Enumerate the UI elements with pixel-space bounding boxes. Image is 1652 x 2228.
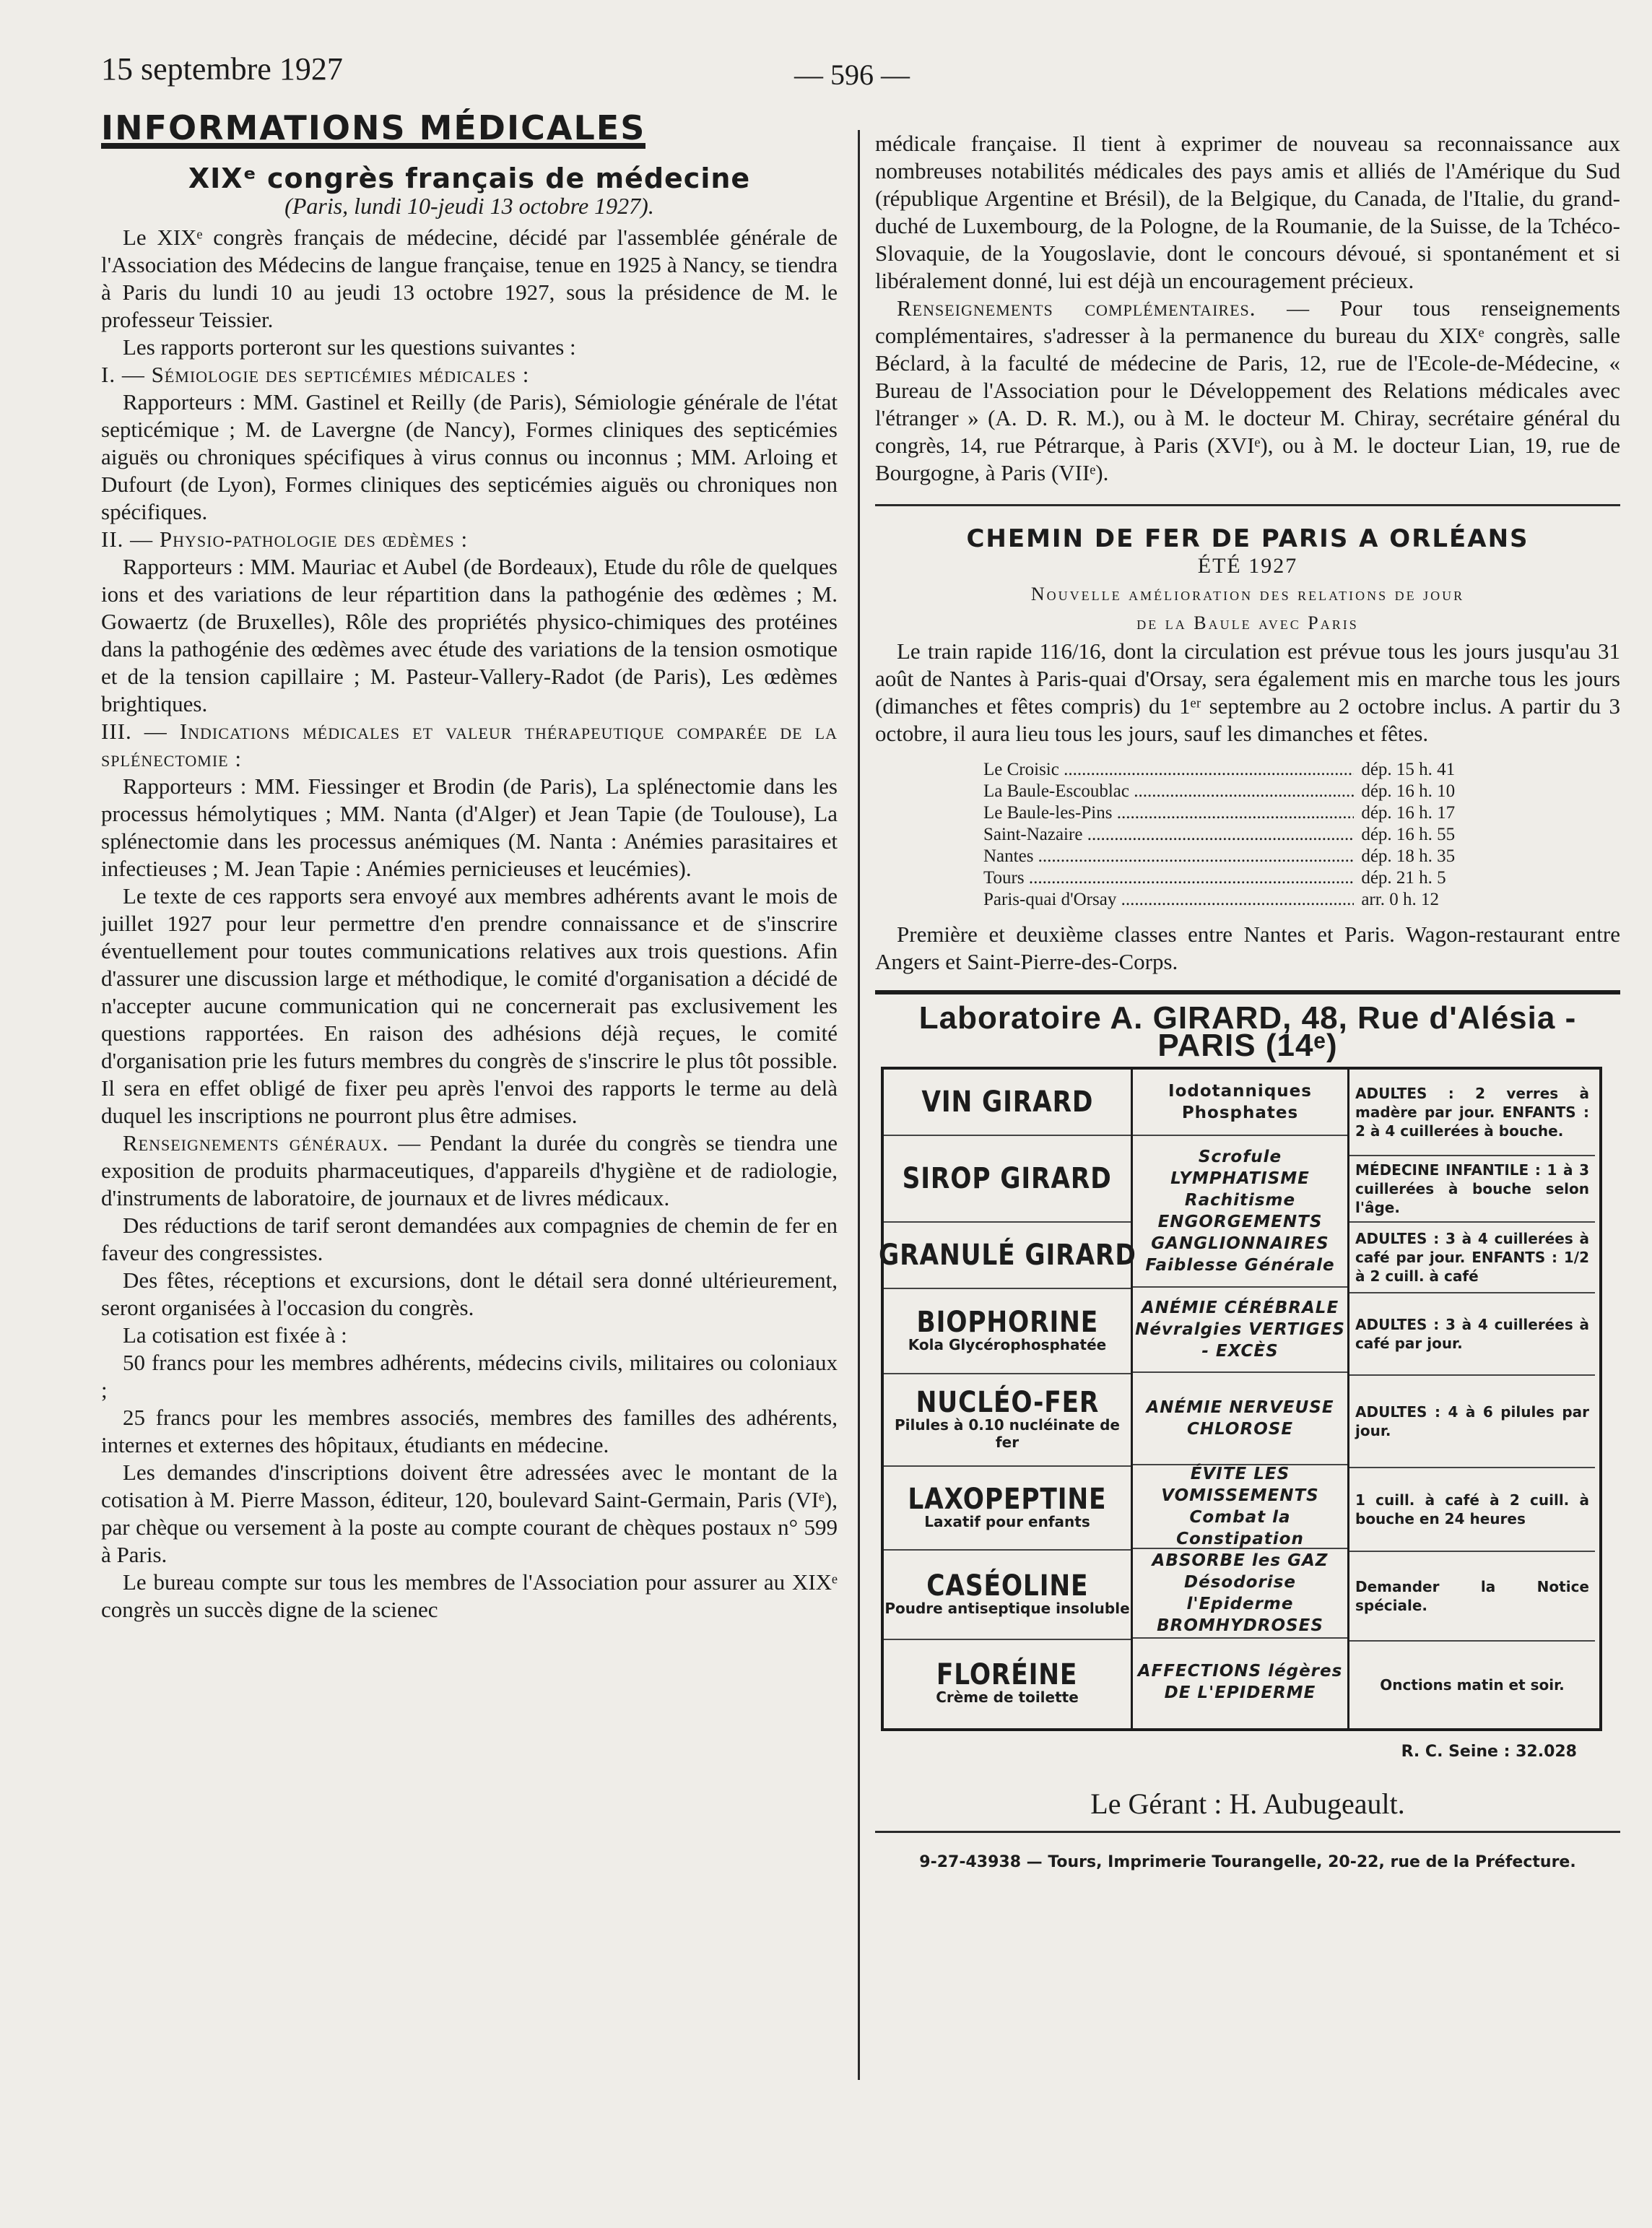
intro-paragraph: Le XIXᵉ congrès français de médecine, décidé par l'assemblée générale de l'Association des Médecins de langue française, tenue en 1925 à Nancy, se tiendra à Paris du lundi 10 au jeudi 13 octobre 1927, sous la présidence de M. le professeur Teissier. xyxy=(101,225,838,332)
indication: ÉVITE LES VOMISSEMENTS Combat la Constipation xyxy=(1133,1465,1347,1549)
dosage-column xyxy=(1349,1070,1595,1728)
station: Saint-Nazaire ..... xyxy=(983,824,1354,846)
congress-title: XIXᵉ congrès français de médecine xyxy=(188,162,751,194)
timetable-row xyxy=(983,846,1547,867)
renseignements-complementaires xyxy=(875,295,1620,487)
product-name: LAXOPEPTINE xyxy=(908,1483,1107,1516)
indication: AFFECTIONS légères DE L'EPIDERME xyxy=(1137,1662,1343,1702)
time: dép. 21 h. 5 xyxy=(1354,867,1547,889)
product-caseoline xyxy=(884,1551,1131,1640)
time: arr. 0 h. 12 xyxy=(1354,889,1547,911)
product-name: CASÉOLINE xyxy=(926,1569,1089,1603)
station: Paris-quai d'Orsay ..... xyxy=(983,889,1354,911)
product-desc: Laxatif pour enfants xyxy=(924,1513,1090,1530)
product-nucleo-fer xyxy=(884,1374,1131,1467)
dosage: Onctions matin et soir. xyxy=(1380,1676,1565,1694)
product-name: NUCLÉO-FER xyxy=(916,1386,1099,1419)
timetable-row xyxy=(983,824,1547,846)
congress-subtitle: (Paris, lundi 10-jeudi 13 octobre 1927). xyxy=(284,193,654,219)
issue-date: 15 septembre 1927 xyxy=(101,51,343,87)
cotisation-paragraph: La cotisation est fixée à : xyxy=(123,1322,347,1348)
rail-title: CHEMIN DE FER DE PARIS A ORLÉANS xyxy=(966,524,1529,553)
time: dép. 16 h. 10 xyxy=(1354,781,1547,802)
question-1-body: Rapporteurs : MM. Gastinel et Reilly (de Paris), Sémiologie générale de l'état septicémique ; M. de Lavergne (de Nancy), Formes cliniques des septicémies aiguës ou chroniques spécifiques à virus connus ou inconnus ; MM. Arloing et Dufourt (de Lyon), Formes cliniques des septicémies aiguës ou chroniques non spécifiques. xyxy=(101,389,838,524)
product-biophorine xyxy=(884,1289,1131,1374)
product-name: VIN GIRARD xyxy=(921,1085,1093,1119)
time: dép. 16 h. 55 xyxy=(1354,824,1547,846)
printer-line: 9-27-43938 — Tours, Imprimerie Tourangelle, 20-22, rue de la Préfecture. xyxy=(919,1853,1576,1871)
timetable-row xyxy=(983,889,1547,911)
bureau-paragraph: Le bureau compte sur tous les membres de l'Association pour assurer au XIXᵉ congrès un succès digne de la scienec xyxy=(101,1569,838,1622)
product-desc: Pilules à 0.10 nucléinate de fer xyxy=(895,1416,1120,1451)
renseignements-generaux xyxy=(101,1130,838,1212)
page-number: — 596 — xyxy=(794,58,910,91)
ad-table xyxy=(878,1067,1602,1731)
product-desc: Crème de toilette xyxy=(936,1689,1079,1706)
station: Le Baule-les-Pins ..... xyxy=(983,802,1354,824)
station: Tours ..... xyxy=(983,867,1354,889)
station: Le Croisic ..... xyxy=(983,759,1354,781)
product-desc: Poudre antiseptique insoluble xyxy=(884,1600,1130,1617)
dosage: 1 cuill. à café à 2 cuill. à bouche en 24 heures xyxy=(1349,1468,1595,1552)
products-column xyxy=(878,1070,1136,1728)
reductions-paragraph: Des réductions de tarif seront demandées aux compagnies de chemin de fer en faveur des congressistes. xyxy=(101,1213,838,1265)
question-1-title: I. — Sémiologie des septicémies médicales : xyxy=(101,362,530,387)
renseignements-comp-label: Renseignements complémentaires. xyxy=(897,295,1256,321)
time: dép. 16 h. 17 xyxy=(1354,802,1547,824)
timetable-row xyxy=(983,802,1547,824)
question-2-body: Rapporteurs : MM. Mauriac et Aubel (de Bordeaux), Etude du rôle de quelques ions et des variations de leur répartition dans la pathogénie des œdèmes ; M. Gowaertz (de Bruxelles), Rôle des propriétés physico-chimiques des protéines dans la pathogénie des œdèmes avec étude des variations de la tension osmotique et de la tension capillaire ; M. Pasteur-Vallery-Radot (de Paris), Les œdèmes brightiques. xyxy=(101,554,838,716)
continuation-paragraph: médicale française. Il tient à exprimer de nouveau sa reconnaissance aux nombreuses notabilités médicales des pays amis et alliés de l'Amérique du Sud (république Argentine et Brésil), de la Belgique, du Canada, de l'Italie, du grand-duché de Luxembourg, de la Pologne, de la Roumanie, de la Suisse, de la Tchéco-Slovaquie, de la Yougoslavie, dont le concours dévoué, si spontanément et si libéralement donné, lui est déjà un encouragement précieux. xyxy=(875,131,1620,293)
tarif-adherents: 50 francs pour les membres adhérents, médecins civils, militaires ou coloniaux ; xyxy=(101,1350,838,1403)
left-column xyxy=(101,108,838,1624)
product-laxopeptine xyxy=(884,1467,1131,1551)
renseignements-comp-text: — Pour tous renseignements complémentaires, s'adresser à la permanence du bureau du XIXᵉ congrès, salle Béclard, à la faculté de médecine de Paris, 12, rue de l'Ecole-de-Médecine, « Bureau de l'Association pour le Développement des Relations médicales avec l'étranger » (A. D. R. M.), ou à M. le docteur M. Chiray, secrétaire général du congrès, 14, rue Pétrarque, à Paris (XVIᵉ), ou à M. le docteur Lian, 19, rue de Bourgogne, à Paris (VIIᵉ). xyxy=(875,295,1620,485)
tarif-associes: 25 francs pour les membres associés, membres des familles des adhérents, internes et externes des hôpitaux, étudiants en médecine. xyxy=(101,1405,838,1457)
question-3-title: III. — Indications médicales et valeur thérapeutique comparée de la splénectomie : xyxy=(101,719,838,771)
question-2-title: II. — Physio-pathologie des œdèmes : xyxy=(101,526,469,552)
indication: Iodotanniques Phosphates xyxy=(1133,1070,1347,1136)
demandes-paragraph: Les demandes d'inscriptions doivent être adressées avec le montant de la cotisation à M. Pierre Masson, éditeur, 120, boulevard Saint-Germain, Paris (VIᵉ), par chèque ou versement à la poste au compte courant de chèques postaux n° 599 à Paris. xyxy=(101,1460,838,1567)
right-column xyxy=(875,130,1620,1876)
dosage: ADULTES : 4 à 6 pilules par jour. xyxy=(1349,1376,1595,1468)
question-3-body: Rapporteurs : MM. Fiessinger et Brodin (de Paris), La splénectomie dans les processus hémolytiques ; MM. Nanta (d'Alger) et Jean Tapie (de Toulouse), La splénectomie dans les processus anémiques (M. Nanta : Anémies parasitaires et infectieuses ; M. Jean Tapie : Anémies pernicieuses et leucémies). xyxy=(101,773,838,881)
indication: Scrofule LYMPHATISME Rachitisme ENGORGEMENTS GANGLIONNAIRES Faiblesse Générale xyxy=(1133,1136,1347,1288)
timetable-row xyxy=(983,759,1547,781)
ad-header: Laboratoire A. GIRARD, 48, Rue d'Alésia - PARIS (14ᵉ) xyxy=(918,1000,1577,1063)
rapports-intro: Les rapports porteront sur les questions suivantes : xyxy=(123,334,576,360)
indication: ANÉMIE CÉRÉBRALE Névralgies VERTIGES - EXCÈS xyxy=(1133,1288,1347,1373)
product-sirop-girard xyxy=(884,1136,1131,1223)
rule xyxy=(875,504,1620,506)
product-floreine xyxy=(884,1640,1131,1727)
dosage: Demander la Notice spéciale. xyxy=(1349,1552,1595,1642)
station: Nantes ..... xyxy=(983,846,1354,867)
rail-text: Le train rapide 116/16, dont la circulation est prévue tous les jours jusqu'au 31 août de Nantes à Paris-quai d'Orsay, sera également mis en marche tous les jours (dimanches et fêtes compris) du 1ᵉʳ septembre au 2 octobre inclus. A partir du 3 octobre, il aura lieu tous les jours, sauf les dimanches et fêtes. xyxy=(875,638,1620,746)
time: dép. 18 h. 35 xyxy=(1354,846,1547,867)
registre-commerce: R. C. Seine : 32.028 xyxy=(1401,1743,1577,1761)
product-name: GRANULÉ GIRARD xyxy=(878,1239,1136,1272)
product-desc: Kola Glycérophosphatée xyxy=(908,1336,1107,1353)
station: La Baule-Escoublac ..... xyxy=(983,781,1354,802)
timetable xyxy=(983,759,1547,911)
timetable-row xyxy=(983,867,1547,889)
product-granule-girard xyxy=(878,1223,1136,1289)
dosage: ADULTES : 3 à 4 cuillerées à café par jour. xyxy=(1349,1293,1595,1376)
dosage: MÉDECINE INFANTILE : 1 à 3 cuillerées à bouche selon l'âge. xyxy=(1349,1156,1595,1223)
product-name: SIROP GIRARD xyxy=(902,1162,1113,1195)
dosage: ADULTES : 3 à 4 cuillerées à café par jour. ENFANTS : 1/2 à 2 cuill. à café xyxy=(1349,1223,1595,1293)
product-vin-girard xyxy=(884,1070,1131,1136)
product-name: BIOPHORINE xyxy=(916,1306,1098,1339)
product-name: FLORÉINE xyxy=(936,1658,1078,1691)
gerant-line: Le Gérant : H. Aubugeault. xyxy=(875,1790,1620,1833)
indication: ABSORBE les GAZ Désodorise l'Epiderme BROMHYDROSES xyxy=(1133,1549,1347,1639)
timetable-row xyxy=(983,781,1547,802)
column-divider xyxy=(858,130,860,2080)
page-header xyxy=(101,51,1551,101)
time: dép. 15 h. 41 xyxy=(1354,759,1547,781)
rail-season: ÉTÉ 1927 xyxy=(1197,554,1298,578)
rail-subtitle-1: Nouvelle amélioration des relations de jour xyxy=(1030,584,1465,604)
indication: ANÉMIE NERVEUSE CHLOROSE xyxy=(1133,1373,1347,1465)
dosage: ADULTES : 2 verres à madère par jour. ENFANTS : 2 à 4 cuillerées à bouche. xyxy=(1349,1070,1595,1156)
renseignements-generaux-text: — Pendant la durée du congrès se tiendra une exposition de produits pharmaceutiques, d'appareils d'hygiène et de radiologie, d'instruments de laboratoire, de journaux et de livres médicaux. xyxy=(101,1130,838,1210)
renseignements-generaux-label: Renseignements généraux. xyxy=(123,1130,389,1156)
rail-footer: Première et deuxième classes entre Nantes et Paris. Wagon-restaurant entre Angers et Saint-Pierre-des-Corps. xyxy=(875,922,1620,974)
section-title: INFORMATIONS MÉDICALES xyxy=(101,108,646,147)
fetes-paragraph: Des fêtes, réceptions et excursions, dont le détail sera donné ultérieurement, seront organisées à l'occasion du congrès. xyxy=(101,1267,838,1320)
rail-subtitle-2: de la Baule avec Paris xyxy=(1136,612,1359,633)
indications-column xyxy=(1133,1070,1349,1728)
girard-advertisement xyxy=(875,990,1620,1766)
texte-paragraph: Le texte de ces rapports sera envoyé aux membres adhérents avant le mois de juillet 1927 pour leur permettre d'en prendre connaissance et de s'inscrire éventuellement pour toutes communications relatives aux trois questions. Afin d'assurer une discussion large et méthodique, le comité d'organisation a décidé de n'accepter aucune communication qui ne concernerait pas exclusivement les questions rapportées. En raison des adhésions déjà reçues, le comité d'organisation prie les futurs membres du congrès de s'inscrire le plus tôt possible. Il sera en effet obligé de fixer peu après l'envoi des rapports le terme au delà duquel les inscriptions ne pourront plus être admises. xyxy=(101,883,838,1128)
